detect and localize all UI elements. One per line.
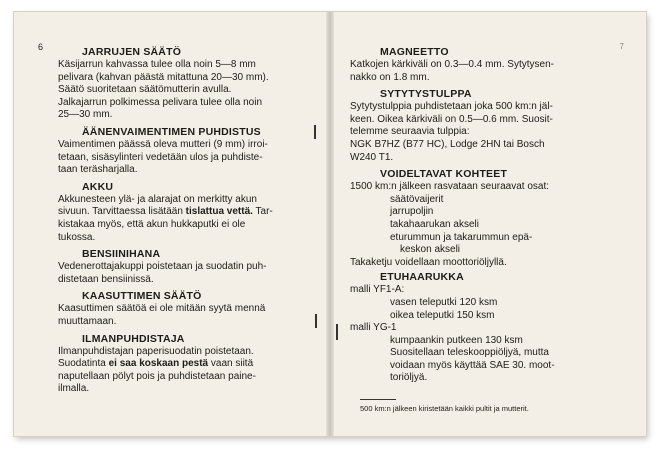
section-body-fuel-tap: Vedenerottajakuppi poistetaan ja suodatin puh- distetaan bensiinissä.: [58, 261, 267, 285]
section-title-brake-adjustment: JARRUJEN SÄÄTÖ: [82, 46, 182, 58]
booklet-spread: [14, 12, 646, 436]
page-number-left: 6: [38, 42, 44, 52]
footnote-rule: [360, 399, 396, 400]
page-number-right: 7: [619, 42, 624, 51]
section-body-magneto: Katkojen kärkiväli on 0.3—0.4 mm. Sytytysen- nakko on 1.8 mm.: [350, 59, 554, 83]
section-title-front-fork: ETUHAARUKKA: [380, 271, 464, 284]
footnote: 500 km:n jälkeen kiristetään kaikki pultit ja mutterit.: [360, 404, 529, 414]
section-body-front-fork: malli YF1-A: vasen teleputki 120 ksm oikea teleputki 150 ksm malli YG-1 kumpaankin putkeen 130 ksm Suositellaan teleskooppiöljyä, mutta voidaan myös käyttää SAE 30. moot- toriöljyä.: [350, 284, 555, 384]
section-title-battery: AKKU: [82, 180, 114, 193]
section-title-spark-plug: SYTYTYSTULPPA: [380, 88, 472, 101]
section-body-brake-adjustment: Käsijarrun kahvassa tulee olla noin 5—8 mm pelivara (kahvan päästä mitattuna 20—30 mm). Säätö suoritetaan säätömutterin avulla. Jalkajarrun polkimessa pelivara tulee olla noin 25—30 mm.: [58, 59, 269, 121]
section-title-fuel-tap: BENSIINIHANA: [82, 248, 161, 261]
section-body-muffler-cleaning: Vaimentimen päässä oleva mutteri (9 mm) irroi- tetaan, sisäsylinteri vedetään ulos ja puhdiste- taan teräsharjalla.: [58, 138, 268, 176]
section-body-battery: Akkunesteen ylä- ja alarajat on merkitty akun sivuun. Tarvittaessa lisätään tislattua vettä. Tar- kistakaa myös, että akun hukkaputki ei ole tukossa.: [58, 193, 273, 243]
section-body-carburetor: Kaasuttimen säätöä ei ole mitään syytä mennä muuttamaan.: [58, 303, 266, 327]
section-title-carburetor: KAASUTTIMEN SÄÄTÖ: [82, 290, 202, 303]
section-body-lubrication-points: 1500 km:n jälkeen rasvataan seuraavat osat: säätövaijerit jarrupoljin takahaarukan akseli eturummun ja takarummun epä- keskon akseli Takaketju voidellaan moottoriöljyllä.: [350, 181, 550, 268]
right-page: [330, 12, 646, 436]
section-title-lubrication-points: VOIDELTAVAT KOHTEET: [380, 168, 508, 181]
section-title-muffler-cleaning: ÄÄNENVAIMENTIMEN PUHDISTUS: [82, 125, 261, 138]
left-page: [14, 12, 330, 436]
section-body-spark-plug: Sytytystulppia puhdistetaan joka 500 km:n jäl- keen. Oikea kärkiväli on 0.5—0.6 mm. Suosit- telemme seuraavia tulppia: NGK B7HZ (B77 HC), Lodge 2HN tai Bosch W240 T1.: [350, 101, 553, 163]
section-body-air-cleaner: Ilmanpuhdistajan paperisuodatin poistetaan. Suodatinta ei saa koskaan pestä vaan siitä naputellaan pölyt pois ja puhdistetaan paine- ilmalla.: [58, 345, 256, 395]
section-title-magneto: MAGNEETTO: [380, 46, 449, 58]
section-title-air-cleaner: ILMANPUHDISTAJA: [82, 332, 185, 345]
